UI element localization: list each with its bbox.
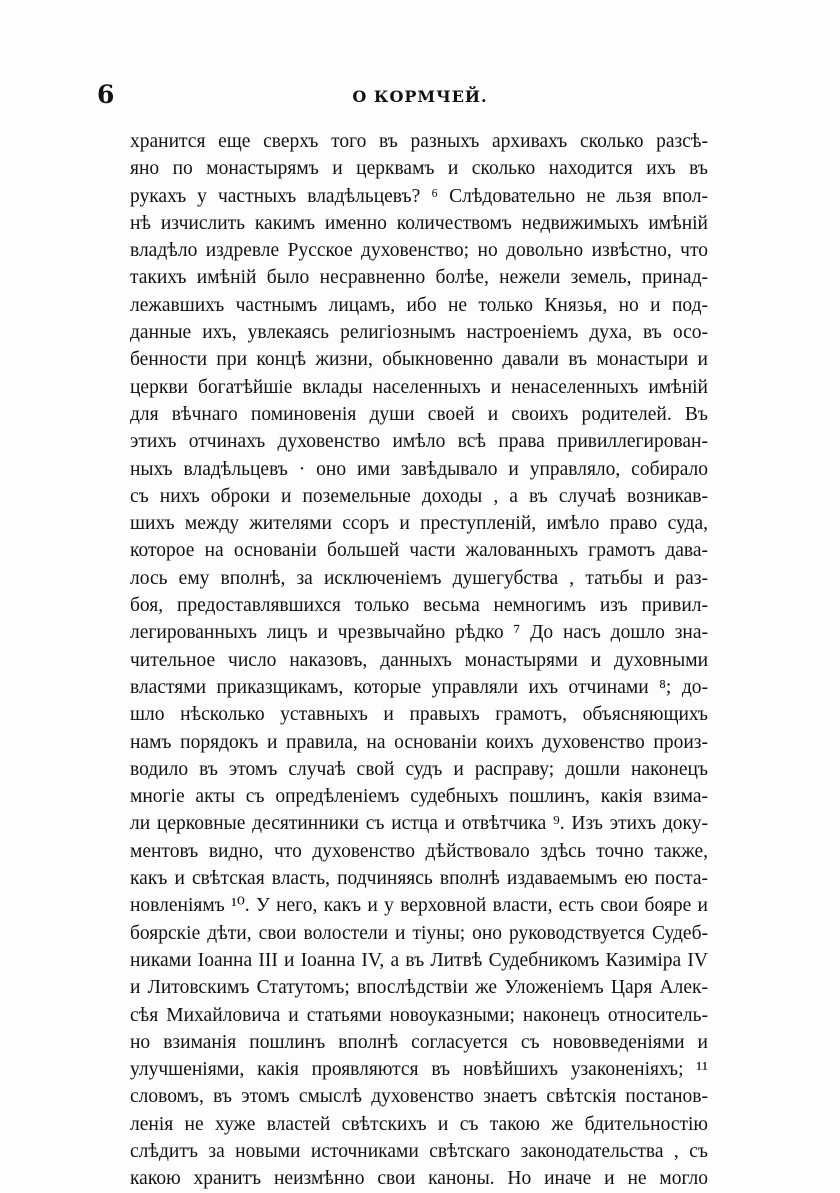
text-line: сѣя Михайловича и статьями новоуказными; наконецъ относитель- [130,1004,708,1026]
text-line: церкви богатѣйшіе вклады населенныхъ и ненаселенныхъ имѣній [130,376,708,398]
text-line: рукахъ у частныхъ владѣльцевъ? ⁶ Слѣдовательно не льзя впол- [130,185,708,207]
text-line: и Литовскимъ Статутомъ; впослѣдствіи же Уложеніемъ Царя Алек- [130,977,708,999]
text-line: новленіямъ ¹⁰. У него, какъ и у верховной власти, есть свои бояре и [130,895,708,917]
text-line: легированныхъ лицъ и чрезвычайно рѣдко ⁷ До насъ дошло зна- [130,622,708,644]
text-line: но взиманія пошлинъ вполнѣ согласуется съ нововведеніями и [130,1031,708,1053]
text-line: чительное число наказовъ, данныхъ монастырями и духовными [130,649,708,671]
text-line: лось ему вполнѣ, за исключеніемъ душегубства , татьбы и раз- [130,567,708,589]
text-line: этихъ отчинахъ духовенство имѣло всѣ права привиллегирован- [130,431,708,453]
text-line: яно по монастырямъ и церквамъ и сколько находится ихъ въ [130,158,708,180]
text-line: никами Іоанна III и Іоанна IV, а въ Литвѣ Судебникомъ Казиміра IV [130,949,708,971]
text-line: ныхъ владѣльцевъ · оно ими завѣдывало и управляло, собирало [130,458,708,480]
text-line: улучшеніями, какія проявляются въ новѣйшихъ узаконеніяхъ; ¹¹ [130,1059,708,1081]
text-line: ленія не хуже властей свѣтскихъ и съ такою же бдительностію [130,1113,708,1135]
text-line: намъ порядокъ и правила, на основаніи коихъ духовенство произ- [130,731,708,753]
page-number: 6 [97,80,115,109]
text-line: боя, предоставлявшихся только весьма немногимъ изъ привил- [130,595,708,617]
text-line: хранится еще сверхъ того въ разныхъ архивахъ сколько разсѣ- [130,131,708,152]
text-line: съ нихъ оброки и поземельные доходы , а въ случаѣ возникав- [130,485,708,507]
text-line: водило въ этомъ случаѣ свой судъ и расправу; дошли наконецъ [130,758,708,780]
text-line: лежавшихъ частнымъ лицамъ, ибо не только Князья, но и под- [130,294,708,316]
text-line: ли церковные десятинники съ истца и отвѣтчика ⁹. Изъ этихъ доку- [130,813,708,835]
text-line: бенности при концѣ жизни, обыкновенно давали въ монастыри и [130,349,708,371]
text-line: какъ и свѣтская власть, подчиняясь вполнѣ издаваемымъ ею поста- [130,868,708,890]
text-line: нѣ изчислить какимъ именно количествомъ недвижимыхъ имѣній [130,212,708,234]
text-line: словомъ, въ этомъ смыслѣ духовенство знаетъ свѣтскія постанов- [130,1086,708,1108]
text-line: владѣло издревле Русское духовенство; но довольно извѣстно, что [130,240,708,262]
text-line: шло нѣсколько уставныхъ и правыхъ грамотъ, объясняющихъ [130,704,708,726]
text-line: ментовъ видно, что духовенство дѣйствовало здѣсь точно также, [130,840,708,862]
text-line: для вѣчнаго поминовенія души своей и своихъ родителей. Въ [130,403,708,425]
text-line: данные ихъ, увлекаясь религіознымъ настроеніемъ духа, въ осо- [130,322,708,344]
body-text [130,128,708,1193]
text-line: многіе акты съ опредѣленіемъ судебныхъ пошлинъ, какія взима- [130,786,708,808]
text-line: властями приказщикамъ, которые управляли ихъ отчинами ⁸; до- [130,676,708,698]
running-head: О КОРМЧЕЙ. [352,87,488,106]
text-line: боярскіе дѣти, свои волостели и тіуны; оно руководствуется Судеб- [130,922,708,944]
text-line: которое на основаніи большей части жалованныхъ грамотъ дава- [130,540,708,562]
text-line: такихъ имѣній было несравненно болѣе, нежели земель, принад- [130,267,708,289]
text-line: слѣдитъ за новыми источниками свѣтскаго законодательства , съ [130,1140,708,1162]
text-line: какою хранитъ неизмѣнно свои каноны. Но иначе и не могло [130,1168,708,1190]
text-line: шихъ между жителями ссоръ и преступленій, имѣло право суда, [130,513,708,535]
